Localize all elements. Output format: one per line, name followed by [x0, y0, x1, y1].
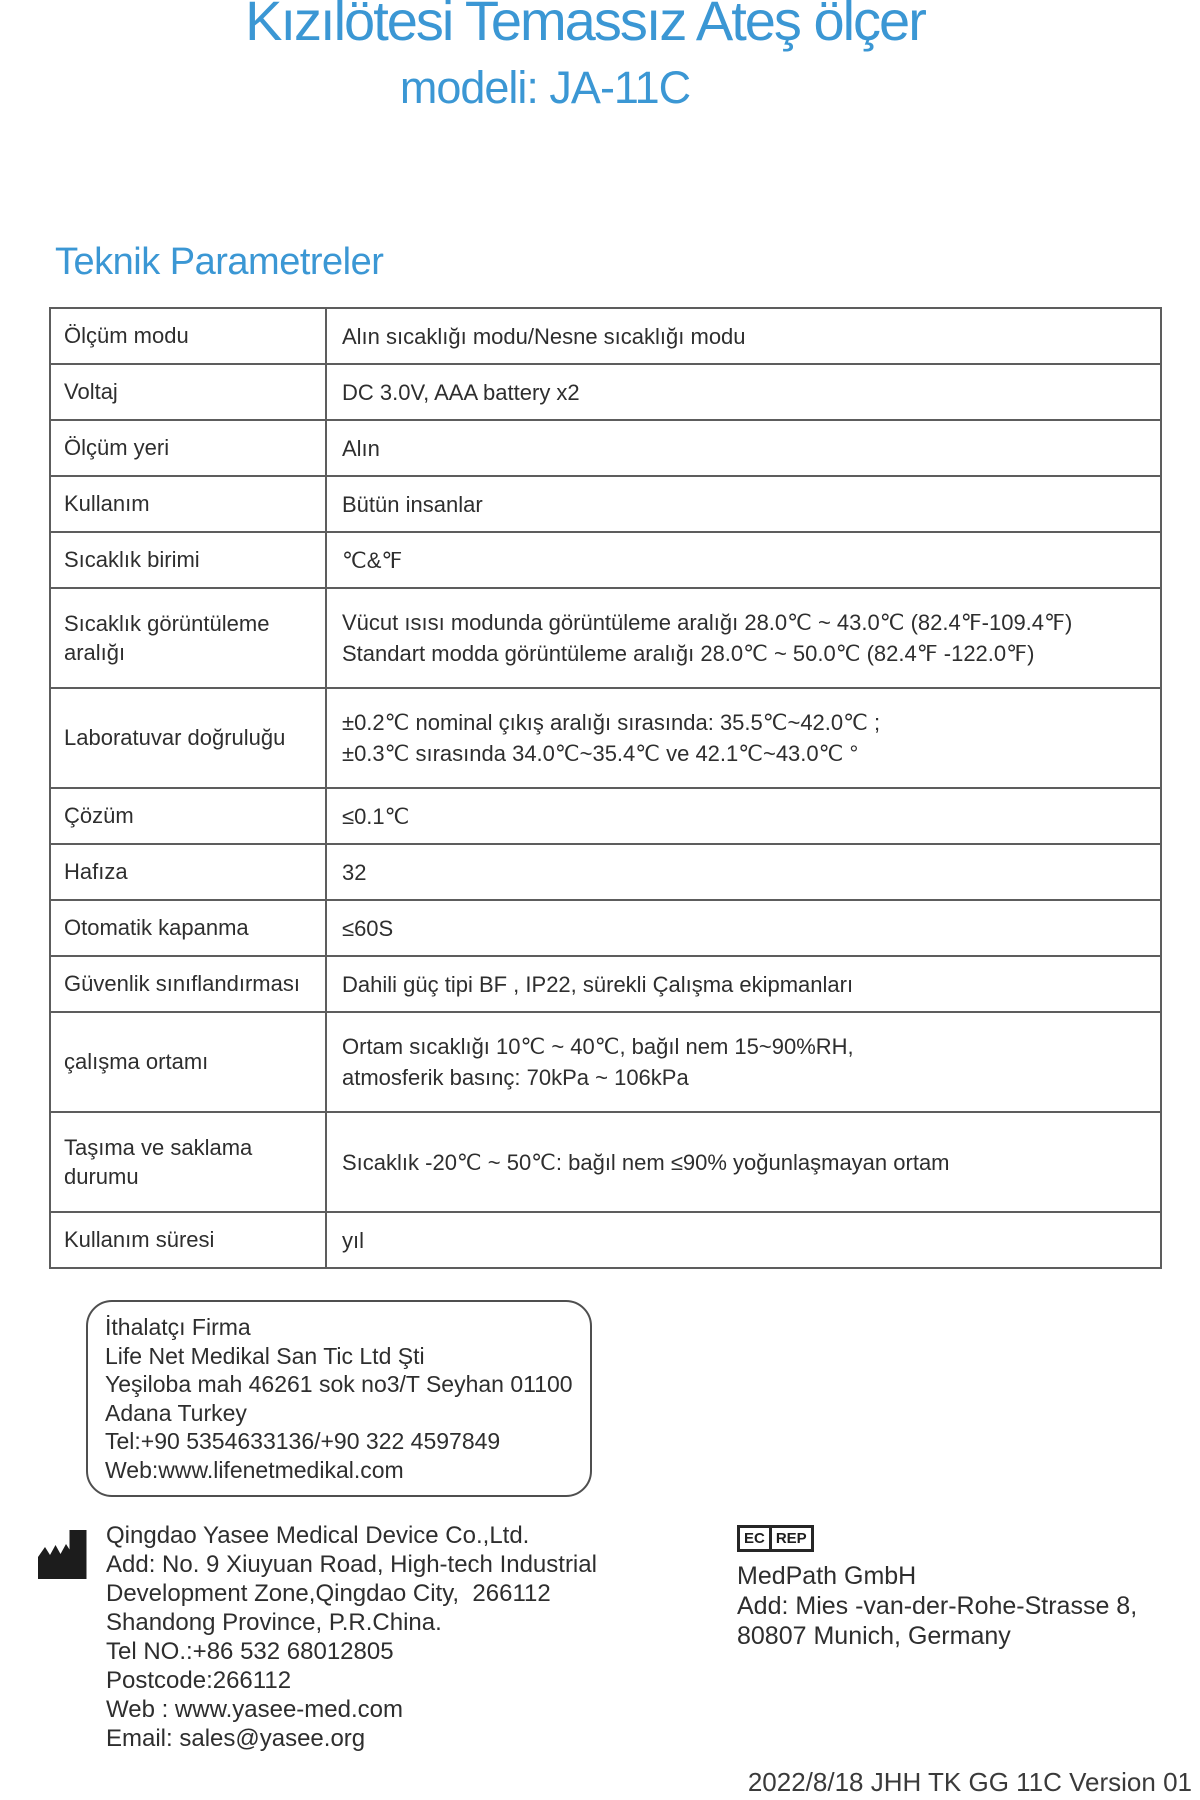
- table-row: [50, 1112, 1161, 1212]
- importer-info-box: [86, 1300, 592, 1497]
- manufacturer-line: Qingdao Yasee Medical Device Co.,Ltd.: [106, 1522, 530, 1549]
- ec-rep-lines: [737, 1561, 1137, 1651]
- param-value: [326, 308, 1161, 364]
- param-value: [326, 900, 1161, 956]
- param-value-line: ≤0.1℃: [342, 803, 410, 829]
- table-row: [50, 420, 1161, 476]
- table-row: [50, 476, 1161, 532]
- table-row: [50, 844, 1161, 900]
- manufacturer-line: Shandong Province, P.R.China.: [106, 1609, 442, 1636]
- param-value-line: Alın sıcaklığı modu/Nesne sıcaklığı modu: [342, 323, 746, 349]
- param-label: Sıcaklık birimi: [50, 532, 326, 588]
- param-value-line: Sıcaklık -20℃ ~ 50℃: bağıl nem ≤90% yoğunlaşmayan ortam: [342, 1149, 950, 1175]
- param-label: Voltaj: [50, 364, 326, 420]
- param-value-line: DC 3.0V, AAA battery x2: [342, 379, 580, 405]
- table-row: [50, 308, 1161, 364]
- param-value: [326, 532, 1161, 588]
- param-label: Sıcaklık görüntüleme aralığı: [50, 588, 326, 688]
- param-value-line: ±0.2℃ nominal çıkış aralığı sırasında: 35.5℃~42.0℃ ;: [342, 710, 881, 735]
- param-label: Kullanım süresi: [50, 1212, 326, 1268]
- manufacturer-line: Web : www.yasee-med.com: [106, 1696, 403, 1723]
- param-value: [326, 1212, 1161, 1268]
- param-value-line: Vücut ısısı modunda görüntüleme aralığı 28.0℃ ~ 43.0℃ (82.4℉-109.4℉): [342, 610, 1073, 635]
- table-row: [50, 788, 1161, 844]
- param-value: [326, 788, 1161, 844]
- importer-line: Yeşiloba mah 46261 sok no3/T Seyhan 01100: [105, 1371, 573, 1397]
- factory-icon: [38, 1528, 88, 1585]
- param-value-line: Alın: [342, 435, 380, 461]
- table-row: [50, 688, 1161, 788]
- manufacturer-lines: [106, 1521, 597, 1753]
- param-label: Ölçüm yeri: [50, 420, 326, 476]
- table-row: [50, 900, 1161, 956]
- param-value: [326, 420, 1161, 476]
- manufacturer-block: [38, 1521, 597, 1753]
- param-value-line: Bütün insanlar: [342, 491, 483, 517]
- param-value-line: atmosferik basınç: 70kPa ~ 106kPa: [342, 1065, 689, 1090]
- param-value: [326, 476, 1161, 532]
- param-label: Otomatik kapanma: [50, 900, 326, 956]
- importer-line: Adana Turkey: [105, 1399, 247, 1426]
- page-title: Kızılötesi Temassız Ateş ölçer: [245, 0, 925, 52]
- manufacturer-line: Postcode:266112: [106, 1667, 292, 1694]
- manufacturer-line: Add: No. 9 Xiuyuan Road, High-tech Industrial: [106, 1551, 597, 1578]
- param-value: [326, 1012, 1161, 1112]
- param-value-line: ±0.3℃ sırasında 34.0℃~35.4℃ ve 42.1℃~43.0℃ °: [342, 741, 859, 766]
- param-label: çalışma ortamı: [50, 1012, 326, 1112]
- ec-rep-badge-left: EC: [740, 1528, 772, 1549]
- param-label: Taşıma ve saklama durumu: [50, 1112, 326, 1212]
- param-label: Kullanım: [50, 476, 326, 532]
- param-label: Güvenlik sınıflandırması: [50, 956, 326, 1012]
- table-row: [50, 364, 1161, 420]
- table-row: [50, 532, 1161, 588]
- manufacturer-line: Email: sales@yasee.org: [106, 1725, 366, 1752]
- param-value-line: Standart modda görüntüleme aralığı 28.0℃ ~ 50.0℃ (82.4℉ -122.0℉): [342, 641, 1035, 666]
- table-row: [50, 588, 1161, 688]
- param-value-line: Ortam sıcaklığı 10℃ ~ 40℃, bağıl nem 15~90%RH,: [342, 1034, 854, 1059]
- manufacturer-line: Development Zone,Qingdao City, 266112: [106, 1580, 551, 1607]
- param-value-line: ≤60S: [342, 915, 394, 941]
- importer-line: İthalatçı Firma: [105, 1314, 251, 1340]
- ec-rep-icon: [737, 1525, 814, 1552]
- param-value-line: yıl: [342, 1227, 364, 1253]
- param-value: [326, 844, 1161, 900]
- param-value: [326, 956, 1161, 1012]
- footer-version: 2022/8/18 JHH TK GG 11C Version 01: [747, 1767, 1192, 1797]
- ec-rep-line: Add: Mies -van-der-Rohe-Strasse 8,: [737, 1592, 1138, 1620]
- section-heading: Teknik Parametreler: [55, 241, 384, 283]
- param-label: Ölçüm modu: [50, 308, 326, 364]
- ec-rep-block: [737, 1525, 1137, 1651]
- importer-line: Life Net Medikal San Tic Ltd Şti: [105, 1342, 425, 1369]
- spec-table-body: [50, 308, 1161, 1268]
- table-row: [50, 1212, 1161, 1268]
- param-value-line: Dahili güç tipi BF , IP22, sürekli Çalışma ekipmanları: [342, 971, 854, 997]
- param-label: Çözüm: [50, 788, 326, 844]
- param-value: [326, 688, 1161, 788]
- param-label: Hafıza: [50, 844, 326, 900]
- param-label: Laboratuvar doğruluğu: [50, 688, 326, 788]
- table-row: [50, 1012, 1161, 1112]
- param-value: [326, 588, 1161, 688]
- page-subtitle: modeli: JA-11C: [399, 62, 691, 113]
- param-value-line: ℃&℉: [342, 547, 403, 573]
- table-row: [50, 956, 1161, 1012]
- importer-line: Tel:+90 5354633136/+90 322 4597849: [105, 1428, 501, 1454]
- importer-line: Web:www.lifenetmedikal.com: [105, 1456, 404, 1483]
- ec-rep-badge-right: REP: [775, 1530, 807, 1547]
- param-value-line: 32: [342, 859, 367, 885]
- spec-table: [49, 307, 1162, 1269]
- ec-rep-line: 80807 Munich, Germany: [737, 1622, 1011, 1650]
- param-value: [326, 364, 1161, 420]
- manufacturer-line: Tel NO.:+86 532 68012805: [106, 1638, 394, 1665]
- param-value: [326, 1112, 1161, 1212]
- ec-rep-line: MedPath GmbH: [737, 1562, 917, 1590]
